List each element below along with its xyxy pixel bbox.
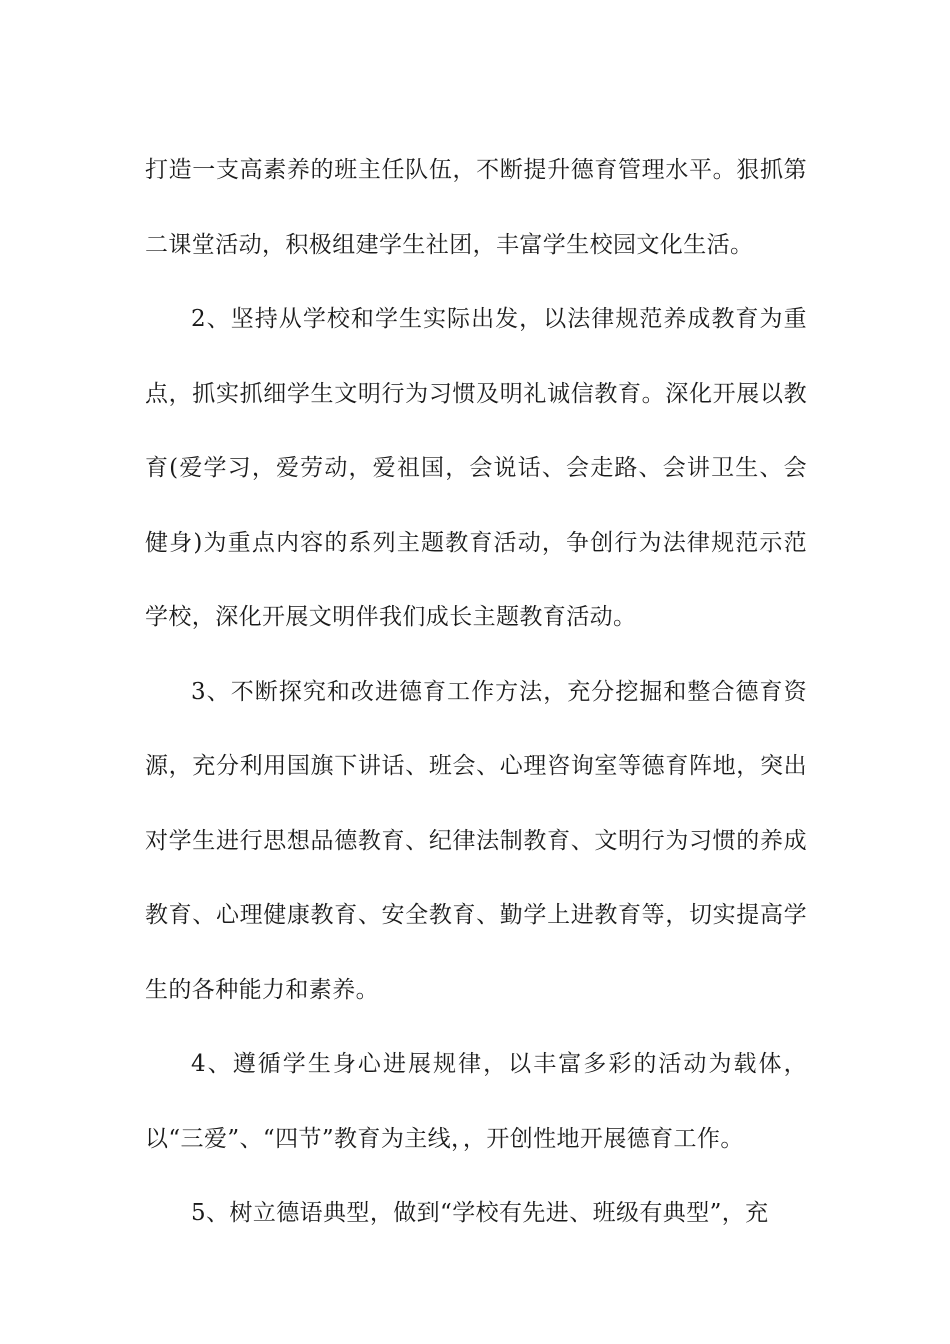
paragraph-3: 3、不断探究和改进德育工作方法，充分挖掘和整合德育资源，充分利用国旗下讲话、班会、心理咨询室等德育阵地，突出对学生进行思想品德教育、纪律法制教育、文明行为习惯的养成教育、心理健康教育、安全教育、勤学上进教育等，切实提高学生的各种能力和素养。	[145, 678, 807, 1003]
paragraph-5: 5、树立德语典型，做到“学校有先进、班级有典型”，充	[191, 1200, 769, 1226]
document-body	[145, 133, 807, 1251]
paragraph-1: 打造一支高素养的班主任队伍，不断提升德育管理水平。狠抓第二课堂活动，积极组建学生社团，丰富学生校园文化生活。	[145, 157, 807, 258]
paragraph-4: 4、遵循学生身心进展规律，以丰富多彩的活动为载体，以“三爱”、“四节”教育为主线，，开创性地开展德育工作。	[145, 1051, 807, 1152]
paragraph-2: 2、坚持从学校和学生实际出发，以法律规范养成教育为重点，抓实抓细学生文明行为习惯及明礼诚信教育。深化开展以教育(爱学习，爱劳动，爱祖国，会说话、会走路、会讲卫生、会健身)为重点内容的系列主题教育活动，争创行为法律规范示范学校，深化开展文明伴我们成长主题教育活动。	[145, 306, 807, 630]
